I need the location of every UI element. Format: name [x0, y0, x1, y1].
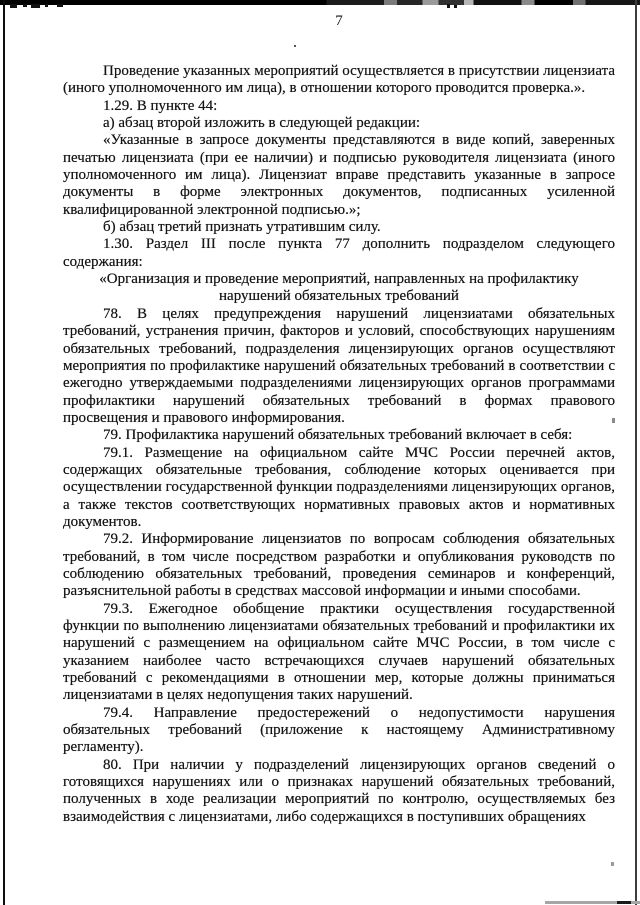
paragraph-79: 79. Профилактика нарушений обязательных требований включает в себя: — [103, 427, 573, 444]
paragraph-79-2: 79.2. Информирование лицензиатов по вопросам соблюдения обязательных требований, в том числе посредством разработки и опубликования руководств по соблюдению обязательных требований, проведения семинаров и конференций, разъяснительной работы в средствах массовой информации и иными способами. — [63, 531, 615, 600]
scan-noise — [294, 45, 296, 47]
scan-noise — [454, 5, 457, 8]
page-number: 7 — [335, 13, 343, 29]
paragraph-79-3: 79.3. Ежегодное обобщение практики осуществления государственной функции по выполнению лицензиатами обязательных требований и профилактики их нарушений с размещением на официальном сайте МЧС России, в том числе с указанием наиболее часто встречающихся случаев нарушений обязательных требований с рекомендациями в отношении мер, которые должны приниматься лицензиатами в целях недопущения таких нарушений. — [63, 600, 615, 704]
scan-edge-top — [0, 0, 640, 5]
paragraph-79-4: 79.4. Направление предостережений о недопустимости нарушения обязательных требований (приложение к настоящему Административному регламенту). — [63, 704, 615, 756]
paragraph-80: 80. При наличии у подразделений лицензирующих органов сведений о готовящихся нарушениях или о признаках нарушений обязательных требований, полученных в ходе реализации мероприятий по контролю, осуществляемых без взаимодействия с лицензиатами, либо содержащихся в поступивших обращениях — [63, 756, 615, 825]
paragraph-proverka: Проведение указанных мероприятий осуществляется в присутствии лицензиата (иного уполномоченного им лица), в отношении которого проводится проверка.». — [63, 63, 615, 97]
scan-edge-bottom-mark — [617, 901, 631, 904]
paragraph-1-29: 1.29. В пункте 44: — [103, 97, 218, 114]
document-body — [63, 63, 615, 826]
paragraph-1-29-b: б) абзац третий признать утратившим силу. — [103, 219, 381, 236]
scan-noise — [57, 4, 63, 7]
paragraph-1-29-a: а) абзац второй изложить в следующей редакции: — [103, 115, 421, 132]
scan-edge-right — [635, 0, 637, 905]
scan-noise — [23, 4, 27, 7]
scan-noise — [611, 862, 614, 866]
scan-noise — [45, 4, 48, 7]
paragraph-79-1: 79.1. Размещение на официальном сайте МЧС России перечней актов, содержащих обязательные требования, соблюдение которых оценивается при осуществлении государственной функции подразделениями лицензирующих органов, а также текстов соответствующих нормативных правовых актов и нормативных документов. — [63, 444, 615, 530]
scan-noise — [31, 4, 40, 8]
scan-noise — [10, 4, 17, 8]
paragraph-1-30: 1.30. Раздел III после пункта 77 дополнить подразделом следующего содержания: — [63, 236, 615, 270]
paragraph-1-29-quote: «Указанные в запросе документы представляются в виде копий, заверенных печатью лицензиата (при ее наличии) и подписью руководителя лицензиата (иного уполномоченного им лица). Лицензиат вправе представить указанные в запросе документы в форме электронных документов, подписанных усиленной квалифицированной электронной подписью.»; — [63, 132, 615, 218]
scan-noise — [447, 4, 450, 8]
scan-edge-left — [3, 0, 5, 905]
paragraph-78: 78. В целях предупреждения нарушений лицензиатами обязательных требований, устранения причин, факторов и условий, способствующих нарушениям обязательных требований, подразделения лицензирующих органов осуществляют мероприятия по профилактике нарушений обязательных требований в соответствии с ежегодно утверждаемыми подразделениями лицензирующих органов программами профилактики нарушений обязательных требований в формах правового просвещения и правового информирования. — [63, 305, 615, 426]
section-heading: «Организация и проведение мероприятий, направленных на профилактику нарушений обязательных требований — [99, 271, 579, 305]
